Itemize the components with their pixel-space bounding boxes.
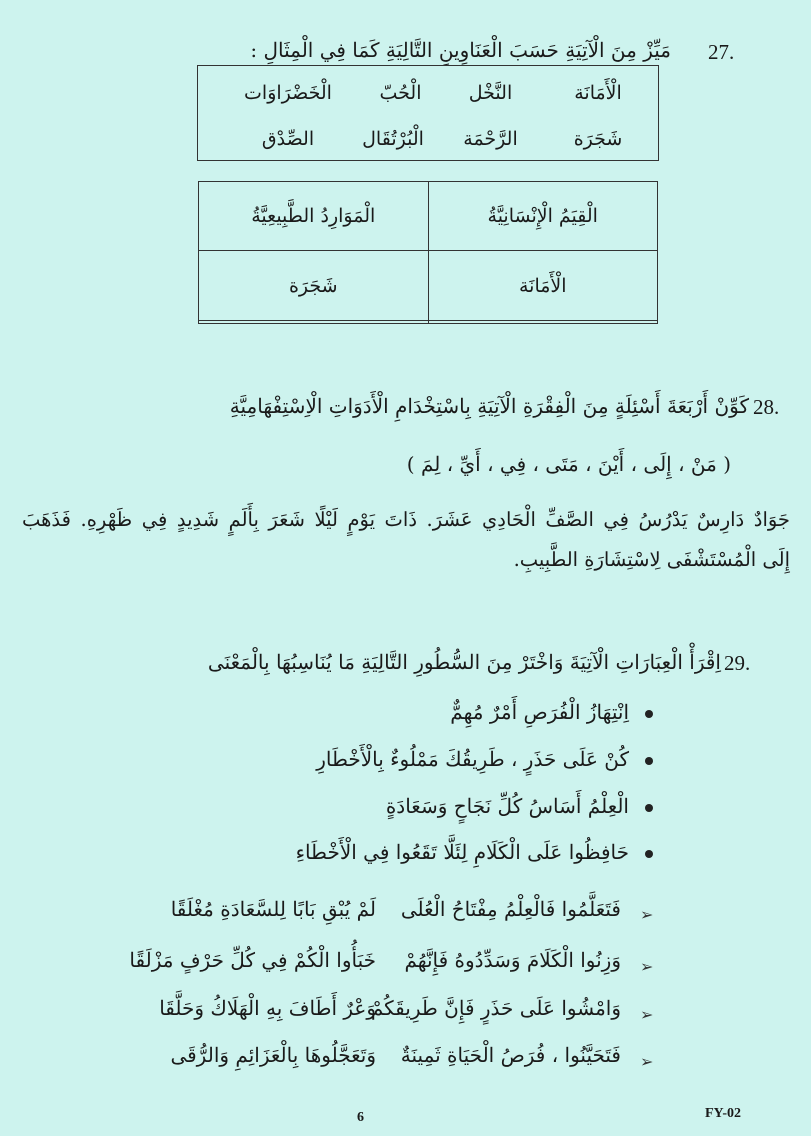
table-cell-blank [428,320,658,323]
q29-number: 29. [724,651,751,675]
q29-instruction: اِقْرَأْ الْعِبَارَاتِ الْآتِيَةَ وَاخْتَرْ مِنَ السُّطُورِ التَّالِيَةِ مَا يُنَاسِبُهَا بِالْمَعْنَى [207,650,721,674]
table-row [199,251,658,320]
q27-classification-table [198,181,658,324]
list-item [386,794,653,818]
statement-text: حَافِظُوا عَلَى الْكَلَامِ لِئَلَّا تَقَعُوا فِي الْأَخْطَاءِ [295,840,629,864]
bullet-icon [645,850,653,858]
q27-number: 27. [708,40,735,64]
verse-first-half: وَامْشُوا عَلَى حَذَرٍ فَإِنَّ طَرِيقَكُمْ [370,996,621,1020]
statement-text: الْعِلْمُ أَسَاسُ كُلِّ نَجَاحٍ وَسَعَادَةٍ [385,794,629,818]
bullet-icon [645,757,653,765]
word: شَجَرَة [573,128,623,150]
header-natural-resources: الْمَوَارِدُ الطَّبِيعِيَّةُ [199,182,429,251]
arrow-icon: ➢ [640,905,654,924]
q28-number: 28. [753,395,780,419]
bullet-icon [645,804,653,812]
word: الْخَضْرَاوَات [244,82,332,104]
arrow-icon: ➢ [640,957,654,976]
table-header-row [199,182,658,251]
arrow-icon: ➢ [640,1052,654,1071]
q28-instruction: كَوِّنْ أَرْبَعَةَ أَسْئِلَةٍ مِنَ الْفِقْرَةِ الْآتِيَةِ بِاسْتِخْدَامِ الْأَدَوَاتِ الْاِسْتِفْهَامِيَّةِ [229,394,749,418]
verse-first-half: فَتَحَيَّنُوا ، فُرَصُ الْحَيَاةِ ثَمِينَةٌ [400,1043,621,1067]
word: الصِّدْق [261,128,315,150]
arrow-icon: ➢ [640,1005,654,1024]
verse-second-half: وَعْرٌ أَطَافَ بِهِ الْهَلَاكُ وَحَلَّقَا [159,996,376,1020]
paragraph-line: جَوَادٌ دَارِسٌ يَدْرُسُ فِي الصَّفِّ الْحَادِي عَشَرَ. ذَاتَ يَوْمٍ لَيْلًا شَعَرَ بِأَلَمٍ شَدِيدٍ فِي ظَهْرِهِ. فَذَهَبَ [22,508,790,531]
table-row-blank [199,320,658,323]
verse-second-half: وَتَعَجَّلُوهَا بِالْعَزَائِمِ وَالرُّقَى [170,1043,376,1067]
paper-code: FY-02 [705,1106,742,1121]
list-item [316,747,653,771]
word: الْحُبّ [379,82,422,104]
bullet-icon [645,710,653,718]
q28-paragraph [22,500,790,580]
table-cell-blank [199,320,429,323]
word: الرَّحْمَة [463,128,518,150]
list-item [296,840,653,864]
word: الْأَمَانَة [574,82,622,104]
statement-text: كُنْ عَلَى حَذَرٍ ، طَرِيقُكَ مَمْلُوءٌ بِالْأَخْطَارِ [316,747,629,771]
word-row-2 [198,128,658,150]
page-number: 6 [357,1110,364,1125]
table-cell: الْأَمَانَة [428,251,658,320]
header-human-values: الْقِيَمُ الْإِنْسَانِيَّةُ [428,182,658,251]
verse-second-half: لَمْ يُبْقِ بَابًا لِلسَّعَادَةِ مُغْلَقًا [170,897,376,921]
word: النَّخْل [468,82,513,104]
q27-instruction: مَيِّزْ مِنَ الْآتِيَةِ حَسَبَ الْعَنَاوِينِ التَّالِيَةِ كَمَا فِي الْمِثَالِ : [250,38,671,62]
list-item [450,700,653,724]
paragraph-line: إِلَى الْمُسْتَشْفَى لِاسْتِشَارَةِ الطَّبِيبِ. [513,548,790,571]
table-cell: شَجَرَة [199,251,429,320]
q27-word-box [197,65,659,161]
verse-second-half: خَبَأُوا الْكُمْ فِي كُلِّ حَرْفٍ مَزْلَقًا [129,948,376,972]
word: الْبُرْتُقَال [362,128,424,150]
verse-first-half: فَتَعَلَّمُوا فَالْعِلْمُ مِفْتَاحُ الْعُلَى [400,897,621,921]
word-row-1 [198,82,658,104]
verse-first-half: وَزِنُوا الْكَلَامَ وَسَدِّدُوهُ فَإِنَّهُمْ [404,948,621,972]
q28-question-tools: ( مَنْ ، إِلَى ، أَيْنَ ، مَتَى ، فِي ، أَيِّ ، لِمَ ) [406,452,731,476]
statement-text: اِنْتِهَازُ الْفُرَصِ أَمْرٌ مُهِمٌّ [450,700,629,724]
